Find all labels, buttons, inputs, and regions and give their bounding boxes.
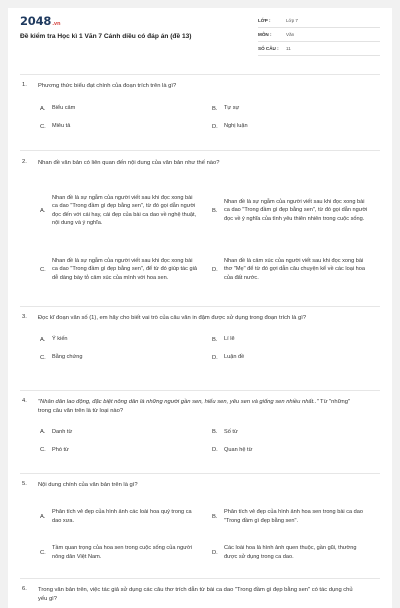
option-text: Danh từ <box>52 428 73 435</box>
answer-option-a[interactable] <box>40 508 212 525</box>
question-6 <box>8 578 392 603</box>
info-value: Văn <box>286 32 295 37</box>
option-letter: C. <box>40 123 46 130</box>
divider <box>20 74 380 75</box>
option-text: Nhan đề là cảm xúc của người viết sau khi đọc xong bài thơ "Mẹ" để từ đó gợi dẫn câu chuyện kể về các loại hoa của đất nước. <box>224 257 365 281</box>
option-letter: B. <box>212 105 218 112</box>
page-title: Đề kiểm tra Học kì 1 Văn 7 Cánh diều có đáp án (đề 13) <box>20 33 192 40</box>
question-tail: Từ "những" trong câu văn trên là từ loại nào? <box>38 399 350 414</box>
answer-options <box>40 331 384 367</box>
answer-option-a[interactable] <box>40 335 212 343</box>
question-number: 6. <box>22 586 27 592</box>
question-1 <box>8 74 392 136</box>
option-text: Phó từ <box>52 446 69 453</box>
info-label: MÔN : <box>258 32 272 37</box>
answer-option-a[interactable] <box>40 104 212 112</box>
answer-option-b[interactable] <box>212 335 384 343</box>
option-letter: C. <box>40 266 46 273</box>
answer-option-c[interactable] <box>40 446 212 454</box>
option-letter: C. <box>40 354 46 361</box>
option-text: Nhan đề là sự ngẫm của người viết sau khi đọc xong bài ca dao "Trong đầm gì đẹp bằng sen", từ đó gọi dẫn người đọc về ý nghĩa của tình yêu thiên nhiên trong cuộc sống. <box>224 198 368 222</box>
question-5 <box>8 473 392 570</box>
answer-options <box>40 423 384 459</box>
answer-option-a[interactable] <box>40 194 212 228</box>
question-text: Nội dung chính của văn bản trên là gì? <box>38 482 138 488</box>
answer-option-d[interactable] <box>212 544 384 561</box>
option-text: Luận đề <box>224 354 245 361</box>
divider <box>20 578 380 579</box>
answer-option-b[interactable] <box>212 428 384 436</box>
option-text: Biểu cảm <box>52 105 76 112</box>
answer-option-c[interactable] <box>40 544 212 561</box>
option-letter: A. <box>40 105 46 112</box>
option-text: Ý kiến <box>52 336 68 343</box>
option-letter: A. <box>40 513 46 520</box>
info-value: 11 <box>286 46 291 51</box>
answer-option-d[interactable] <box>212 353 384 361</box>
option-letter: C. <box>40 549 46 556</box>
option-text: Bằng chứng <box>52 354 83 361</box>
answer-option-a[interactable] <box>40 428 212 436</box>
option-text: Tầm quan trọng của hoa sen trong cuộc sống của người nông dân Việt Nam. <box>52 545 192 560</box>
option-letter: D. <box>212 354 218 361</box>
option-letter: B. <box>212 207 218 214</box>
option-letter: D. <box>212 123 218 130</box>
question-4 <box>8 390 392 459</box>
answer-option-d[interactable] <box>212 122 384 130</box>
question-text: Nhan đề văn bản có liên quan đến nội dung của văn bản như thế nào? <box>38 160 220 166</box>
question-3 <box>8 306 392 367</box>
option-letter: B. <box>212 429 218 436</box>
divider <box>20 306 380 307</box>
answer-option-c[interactable] <box>40 122 212 130</box>
option-letter: A. <box>40 336 46 343</box>
option-text: Số từ <box>224 428 238 435</box>
answer-options <box>40 498 384 570</box>
question-number: 2. <box>22 159 27 165</box>
question-number: 1. <box>22 82 27 88</box>
divider <box>20 390 380 391</box>
option-letter: D. <box>212 447 218 454</box>
divider <box>20 150 380 151</box>
option-text: Phân tích vẻ đẹp của hình ảnh các loài hoa quý trong ca dao xưa. <box>52 509 192 524</box>
option-text: Nhan đề là sự ngẫm của người viết sau khi đọc xong bài ca dao "Trong đầm gì đẹp bằng sen", để từ đó giúp tác giả dễ dàng bày tỏ cảm xúc của mình với hoa sen. <box>52 257 197 281</box>
answer-options <box>40 177 384 295</box>
answer-option-c[interactable] <box>40 353 212 361</box>
option-text: Các loài hoa là hình ảnh quen thuộc, gần gũi, thường được sử dụng trong ca dao. <box>224 545 357 560</box>
question-2 <box>8 150 392 295</box>
answer-options <box>40 100 384 136</box>
option-text: Nhan đề là sự ngẫm của người viết sau khi đọc xong bài ca dao "Trong đầm gì đẹp bằng sen", từ đó gọi dẫn người đọc đến với cái hay, cái đẹp của bài ca dao về nghệ thuật, nội dung và ý nghĩa. <box>52 194 197 226</box>
site-logo[interactable] <box>20 14 60 28</box>
option-letter: C. <box>40 447 46 454</box>
question-text: Phương thức biểu đạt chính của đoạn trích trên là gì? <box>38 83 177 89</box>
option-letter: D. <box>212 549 218 556</box>
question-number: 3. <box>22 314 27 320</box>
info-row-subject <box>258 28 380 42</box>
question-text <box>38 398 358 415</box>
option-text: Miêu tả <box>52 123 71 130</box>
answer-option-b[interactable] <box>212 104 384 112</box>
info-table <box>258 14 380 56</box>
option-text: Quan hệ từ <box>224 446 253 453</box>
info-value: Lớp 7 <box>286 18 298 23</box>
answer-option-d[interactable] <box>212 446 384 454</box>
divider <box>20 473 380 474</box>
answer-option-b[interactable] <box>212 198 384 223</box>
logo-text: 2048 <box>20 14 52 28</box>
option-letter: D. <box>212 266 218 273</box>
info-row-class <box>258 14 380 28</box>
option-text: Lí lẽ <box>224 336 235 343</box>
option-letter: B. <box>212 513 218 520</box>
info-row-count <box>258 42 380 56</box>
question-text: Đọc kĩ đoạn văn số (1), em hãy cho biết vai trò của câu văn in đậm được sử dụng trong đoạn trích là gì? <box>38 315 307 321</box>
info-label: LỚP : <box>258 18 271 23</box>
option-text: Tự sự <box>224 105 240 112</box>
logo-suffix: .vn <box>52 21 61 27</box>
option-letter: A. <box>40 207 46 214</box>
question-number: 4. <box>22 398 27 404</box>
option-letter: B. <box>212 336 218 343</box>
document-page <box>8 8 392 608</box>
option-text: Phân tích vẻ đẹp của hình ảnh hoa sen trong bài ca dao "Trong đầm gì đẹp bằng sen". <box>224 509 364 524</box>
answer-option-d[interactable] <box>212 257 384 282</box>
option-text: Nghị luận <box>224 123 248 130</box>
question-text: Trong văn bản trên, việc tác giả sử dụng các câu thơ trích dẫn từ bài ca dao "Trong đầm gì đẹp bằng sen" có tác dụng chủ yếu gì? <box>38 587 353 602</box>
answer-option-b[interactable] <box>212 508 384 525</box>
answer-option-c[interactable] <box>40 257 212 282</box>
header <box>8 8 392 72</box>
info-label: SỐ CÂU : <box>258 46 279 51</box>
option-letter: A. <box>40 429 46 436</box>
question-number: 5. <box>22 481 27 487</box>
quoted-sentence: "Nhân dân lao động, đặc biệt nông dân là những người gần sen, hiểu sen, yêu sen và giống sen nhiều nhất.." <box>38 399 319 405</box>
